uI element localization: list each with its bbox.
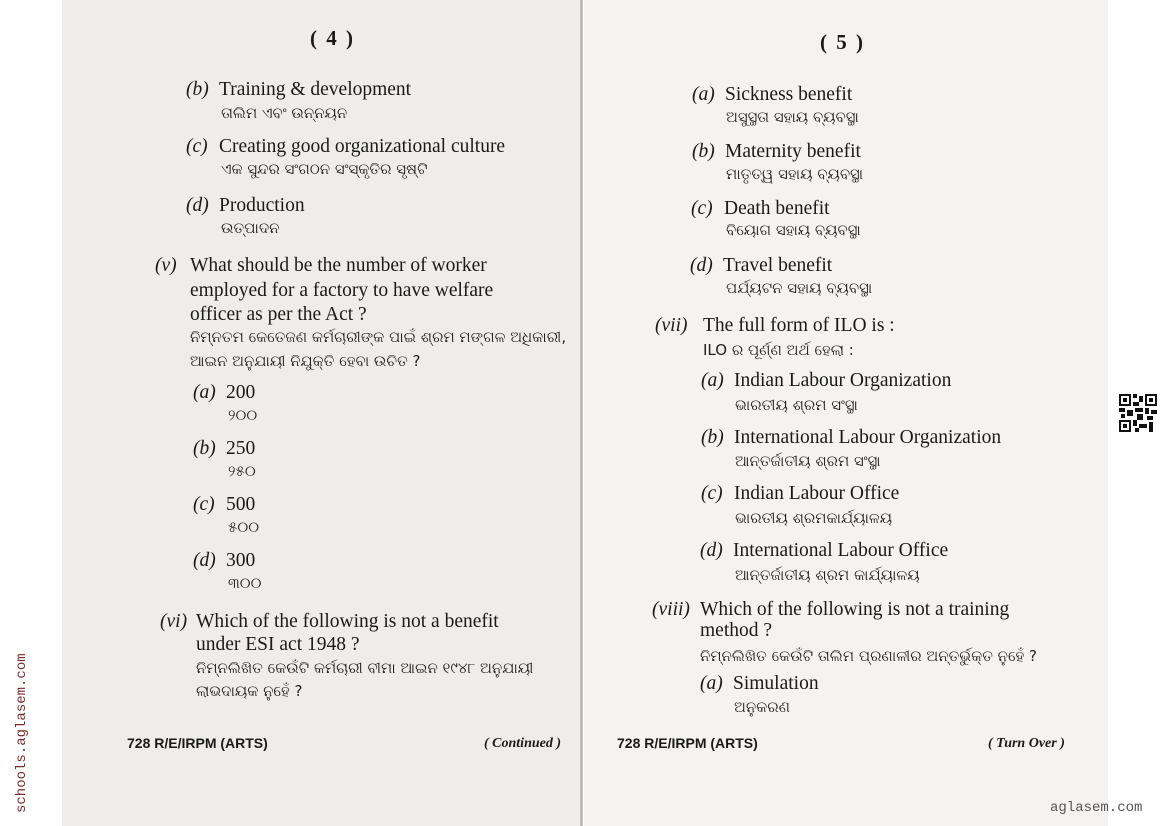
question-viii-line-1: Which of the following is not a training <box>700 599 1010 620</box>
option-b-training: (b) Training & development <box>186 79 412 100</box>
question-v-option-a: (a) 200 <box>193 382 256 403</box>
page-number-right: ( 5 ) <box>820 30 865 54</box>
option-d-odia: ଉତ୍ପାଦନ <box>221 219 280 237</box>
page-gutter <box>580 0 583 826</box>
question-viii-option-a: (a) Simulation <box>700 673 819 694</box>
question-vii-option-c-odia: ଭାରତୀୟ ଶ୍ରମକାର୍ଯ୍ୟାଳୟ <box>735 509 893 527</box>
question-v-odia-2: ଆଇନ ଅନୁଯାୟୀ ନିଯୁକ୍ତି ହେବା ଉଚିତ ? <box>190 352 421 370</box>
question-vi-odia-1: ନିମ୍ନଲିଖିତ କେଉଁଟି କର୍ମଚାରୀ ବୀମା ଆଇନ ୧୯୪୮ ଅନୁଯାୟୀ <box>196 659 534 677</box>
option-label: (c) <box>186 136 208 157</box>
option-c-odia: ଏକ ସୁନ୍ଦର ସଂଗଠନ ସଂସ୍କୃତିର ସୃଷ୍ଟି <box>221 160 428 178</box>
question-vii-option-b-odia: ଆନ୍ତର୍ଜାତୀୟ ଶ୍ରମ ସଂସ୍ଥା <box>735 452 881 470</box>
question-v-option-b-odia: ୨୫୦ <box>228 462 256 480</box>
question-vii-label: (vii) <box>655 315 688 336</box>
question-v-option-a-odia: ୨୦୦ <box>228 406 258 424</box>
option-d-production: (d) Production <box>186 195 305 216</box>
question-v-option-c-odia: ୫୦୦ <box>228 518 260 536</box>
footer-turn-over: ( Turn Over ) <box>988 736 1065 751</box>
question-v-line-2: employed for a factory to have welfare <box>190 280 494 301</box>
page-number-left: ( 4 ) <box>310 26 355 50</box>
qr-code-icon <box>1119 394 1157 432</box>
question-vii-option-d: (d) International Labour Office <box>700 540 949 561</box>
question-vii-text: The full form of ILO is : <box>703 315 895 336</box>
question-vi-option-a: (a) Sickness benefit <box>692 84 853 105</box>
question-vi-line-2: under ESI act 1948 ? <box>196 634 360 655</box>
question-v-label: (v) <box>155 255 177 276</box>
watermark-vertical: schools.aglasem.com <box>14 653 30 813</box>
question-viii-odia: ନିମ୍ନଲିଖିତ କେଉଁଟି ତାଲିମ ପ୍ରଣାଳୀର ଅନ୍ତର୍ଭୁକ୍ତ ନୁହେଁ ? <box>700 647 1037 665</box>
option-b-odia: ତାଲିମ ଏବଂ ଉନ୍ନୟନ <box>221 104 348 122</box>
question-vi-option-b: (b) Maternity benefit <box>692 141 861 162</box>
question-vii-option-a-odia: ଭାରତୀୟ ଶ୍ରମ ସଂସ୍ଥା <box>735 396 858 414</box>
question-viii-option-a-odia: ଅନୁକରଣ <box>734 698 790 716</box>
footer-continued: ( Continued ) <box>484 736 562 751</box>
question-vii-option-b: (b) International Labour Organization <box>701 427 1002 448</box>
question-vii-option-d-odia: ଆନ୍ତର୍ଜାତୀୟ ଶ୍ରମ କାର୍ଯ୍ୟାଳୟ <box>735 566 920 584</box>
question-vi-line-1: Which of the following is not a benefit <box>196 611 499 632</box>
question-vi-option-c-odia: ବିୟୋଗ ସହାୟ ବ୍ୟବସ୍ଥା <box>726 221 861 239</box>
question-v-line-3: officer as per the Act ? <box>190 304 367 325</box>
option-label: (b) <box>186 79 209 100</box>
footer-code-right: 728 R/E/IRPM (ARTS) <box>617 735 758 751</box>
question-vi-odia-2: ଲାଭଦାୟକ ନୁହେଁ ? <box>196 682 303 700</box>
question-v-option-c: (c) 500 <box>193 494 256 515</box>
question-vi-option-d: (d) Travel benefit <box>690 255 833 276</box>
option-label: (d) <box>186 195 209 216</box>
question-vi-option-b-odia: ମାତୃତ୍ୱ ସହାୟ ବ୍ୟବସ୍ଥା <box>726 165 864 183</box>
question-vi-option-d-odia: ପର୍ଯ୍ୟଟନ ସହାୟ ବ୍ୟବସ୍ଥା <box>726 279 873 297</box>
question-vi-option-c: (c) Death benefit <box>691 198 830 219</box>
question-vii-option-c: (c) Indian Labour Office <box>701 483 900 504</box>
question-viii-label: (viii) <box>652 599 690 620</box>
question-vii-option-a: (a) Indian Labour Organization <box>701 370 952 391</box>
question-vi-label: (vi) <box>160 611 188 632</box>
question-v-odia-1: ନିମ୍ନତମ କେତେଜଣ କର୍ମଚାରୀଙ୍କ ପାଇଁ ଶ୍ରମ ମଙ୍ଗଳ ଅଧିକାରୀ, <box>190 328 567 346</box>
question-v-option-d: (d) 300 <box>193 550 256 571</box>
footer-code-left: 728 R/E/IRPM (ARTS) <box>127 735 268 751</box>
question-viii-line-2: method ? <box>700 620 773 641</box>
question-vi-option-a-odia: ଅସୁସ୍ଥତା ସହାୟ ବ୍ୟବସ୍ଥା <box>726 108 859 126</box>
left-page <box>62 0 582 826</box>
watermark-bottom-right: aglasem.com <box>1050 800 1143 816</box>
option-c-culture: (c) Creating good organizational culture <box>186 136 506 157</box>
question-v-option-d-odia: ୩୦୦ <box>228 574 262 592</box>
question-v-line-1: What should be the number of worker <box>190 255 487 276</box>
question-vii-odia: ILO ର ପୂର୍ଣ୍ଣ ଅର୍ଥ ହେଲା : <box>703 341 854 359</box>
question-v-option-b: (b) 250 <box>193 438 256 459</box>
